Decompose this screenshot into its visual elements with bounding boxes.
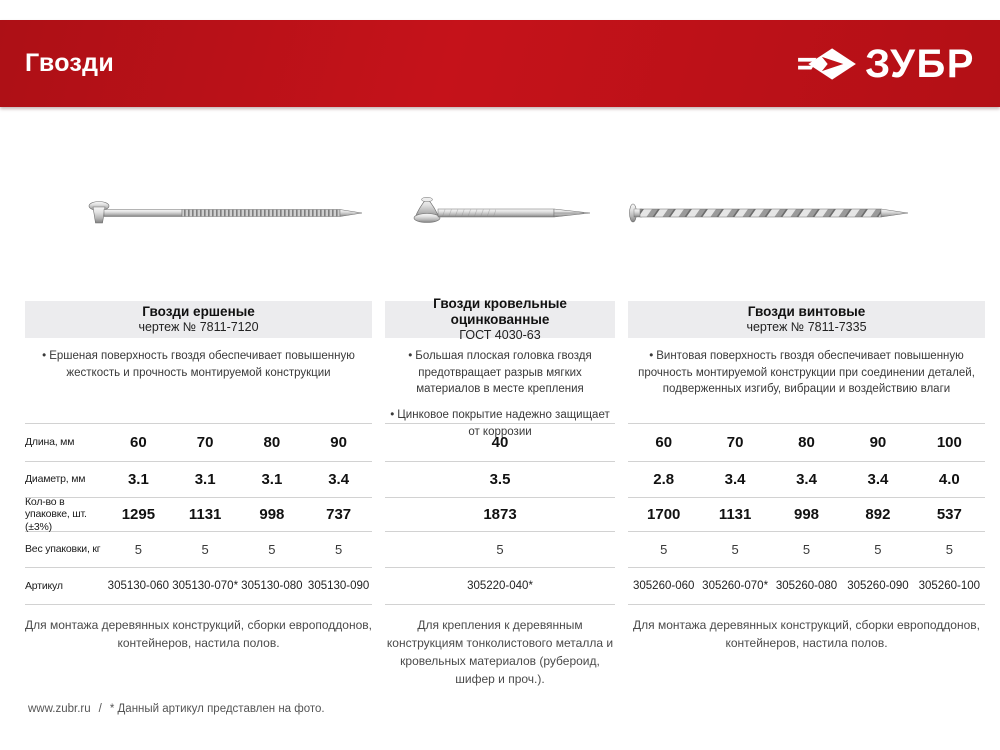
table-row-diameter xyxy=(25,461,372,497)
bullet-icon: • xyxy=(408,350,413,362)
cell-weight: 5 xyxy=(802,542,811,557)
cell-sku: 305130-070* xyxy=(172,580,239,592)
feature-text: Ершеная поверхность гвоздя обеспечивает повышенную жесткость и прочность монтируемой конструкции xyxy=(49,350,355,379)
cell-diameter: 3.4 xyxy=(867,471,889,488)
cell-length: 60 xyxy=(655,434,673,451)
cell-diameter: 3.5 xyxy=(489,471,511,488)
cell-sku: 305260-100 xyxy=(918,580,981,592)
table-row-weight xyxy=(385,531,615,567)
cell-sku: 305220-040* xyxy=(467,580,533,592)
cell-length: 100 xyxy=(936,434,962,451)
application-text: Для монтажа деревянных конструкций, сборки европоддонов, контейнеров, настила полов. xyxy=(25,618,372,650)
row-label: Артикул xyxy=(25,579,63,592)
product-column-screw xyxy=(628,301,985,701)
spec-table xyxy=(628,423,985,605)
table-row-sku xyxy=(628,567,985,605)
cell-diameter: 3.1 xyxy=(194,471,216,488)
cell-length: 70 xyxy=(196,434,214,451)
product-spec: чертеж № 7811-7335 xyxy=(746,319,867,334)
ring-shank-nail-image xyxy=(88,197,362,229)
cell-sku: 305130-060 xyxy=(107,580,170,592)
footnote-text: * Данный артикул представлен на фото. xyxy=(109,703,325,715)
cell-weight: 5 xyxy=(660,542,668,557)
cell-qty: 1295 xyxy=(121,506,156,523)
product-name: Гвозди ершеные xyxy=(142,303,255,319)
cell-length: 60 xyxy=(130,434,147,451)
cell-qty: 1700 xyxy=(647,506,681,523)
row-label: Длина, мм xyxy=(25,436,75,449)
application-text: Для монтажа деревянных конструкций, сборки европоддонов, контейнеров, настила полов. xyxy=(633,618,980,650)
table-row-length xyxy=(385,423,615,461)
cell-weight: 5 xyxy=(201,542,209,557)
feature-text: Большая плоская головка гвоздя предотвращает разрыв мягких материалов в месте крепления xyxy=(415,350,592,396)
cell-sku: 305130-080 xyxy=(241,580,303,592)
cell-sku: 305260-070* xyxy=(702,580,769,592)
feature-item xyxy=(628,348,985,398)
table-row-weight xyxy=(25,531,372,567)
roofing-nail-image xyxy=(412,194,590,232)
table-row-qty xyxy=(385,497,615,531)
cell-length: 80 xyxy=(798,434,815,451)
cell-weight: 5 xyxy=(945,542,953,557)
cell-diameter: 3.1 xyxy=(127,471,149,488)
bullet-icon: • xyxy=(390,409,395,422)
header-bar xyxy=(0,20,1000,107)
page-footer xyxy=(28,703,333,715)
cell-weight: 5 xyxy=(268,542,276,557)
table-row-length xyxy=(628,423,985,461)
product-header xyxy=(385,295,615,342)
cell-length: 80 xyxy=(263,434,281,451)
feature-text: Винтовая поверхность гвоздя обеспечивает повышенную прочность монтируемой конструкции при соединении деталей, подверженных изгибу, вибрации и воздействию влаги xyxy=(638,350,975,396)
table-row-qty xyxy=(25,497,372,531)
product-header xyxy=(628,301,985,338)
cell-diameter: 3.4 xyxy=(328,471,350,488)
table-row-sku xyxy=(25,567,372,605)
cell-qty: 998 xyxy=(794,506,820,523)
product-name: Гвозди кровельные оцинкованные xyxy=(433,295,567,327)
table-row-sku xyxy=(385,567,615,605)
cell-sku: 305260-090 xyxy=(847,580,909,592)
cell-sku: 305260-080 xyxy=(775,580,838,592)
page-title: Гвозди xyxy=(25,49,114,77)
cell-length: 90 xyxy=(330,434,347,451)
cell-qty: 737 xyxy=(326,506,352,523)
site-url-link[interactable]: www.zubr.ru xyxy=(28,703,91,715)
cell-weight: 5 xyxy=(335,542,343,557)
row-label: Диаметр, мм xyxy=(25,473,86,486)
feature-list xyxy=(628,348,985,398)
feature-list xyxy=(25,348,372,381)
cell-weight: 5 xyxy=(134,542,142,557)
cell-qty: 998 xyxy=(259,506,285,523)
cell-length: 40 xyxy=(491,434,509,451)
feature-text: Цинковое покрытие надежно защищает от коррозии xyxy=(397,409,610,438)
cell-diameter: 4.0 xyxy=(938,471,960,488)
feature-item xyxy=(385,348,615,398)
spec-table xyxy=(25,423,372,605)
cell-weight: 5 xyxy=(874,542,882,557)
cell-sku: 305260-060 xyxy=(633,580,695,592)
table-row-qty xyxy=(628,497,985,531)
product-column-ring-shank xyxy=(25,301,372,701)
product-column-roofing xyxy=(385,295,615,701)
cell-length: 70 xyxy=(726,434,744,451)
cell-diameter: 3.1 xyxy=(261,471,283,488)
bullet-icon: • xyxy=(649,350,654,362)
table-row-weight xyxy=(628,531,985,567)
cell-sku: 305130-090 xyxy=(307,580,370,592)
product-name: Гвозди винтовые xyxy=(747,303,866,319)
screw-nail-image xyxy=(627,199,908,227)
cell-qty: 1131 xyxy=(188,506,222,523)
cell-qty: 1131 xyxy=(718,506,752,523)
product-header xyxy=(25,301,372,338)
cell-length: 90 xyxy=(869,434,887,451)
feature-item xyxy=(25,348,372,381)
table-row-length xyxy=(25,423,372,461)
cell-weight: 5 xyxy=(731,542,739,557)
cell-weight: 5 xyxy=(496,542,504,557)
product-spec: чертеж № 7811-7120 xyxy=(138,319,259,334)
cell-diameter: 3.4 xyxy=(724,471,746,488)
spec-table xyxy=(385,423,615,605)
cell-diameter: 3.4 xyxy=(796,471,817,488)
footer-separator: / xyxy=(98,703,102,715)
row-label: Вес упаковки, кг xyxy=(25,543,101,556)
application-text: Для крепления к деревянным конструкциям тонколистового металла и кровельных материалов (рубероид, шифер и проч.). xyxy=(386,618,614,686)
table-row-diameter xyxy=(628,461,985,497)
table-row-diameter xyxy=(385,461,615,497)
brand-name: ЗУБР xyxy=(865,41,975,86)
zubr-diamond-icon xyxy=(798,47,856,81)
cell-diameter: 2.8 xyxy=(653,471,675,488)
brand-logo xyxy=(798,41,975,86)
cell-qty: 537 xyxy=(936,506,962,523)
product-spec: ГОСТ 4030-63 xyxy=(459,327,541,342)
cell-qty: 892 xyxy=(865,506,891,523)
row-label: Кол-во в упаковке, шт. (±3%) xyxy=(25,496,87,533)
bullet-icon: • xyxy=(42,350,47,362)
cell-qty: 1873 xyxy=(483,506,517,523)
